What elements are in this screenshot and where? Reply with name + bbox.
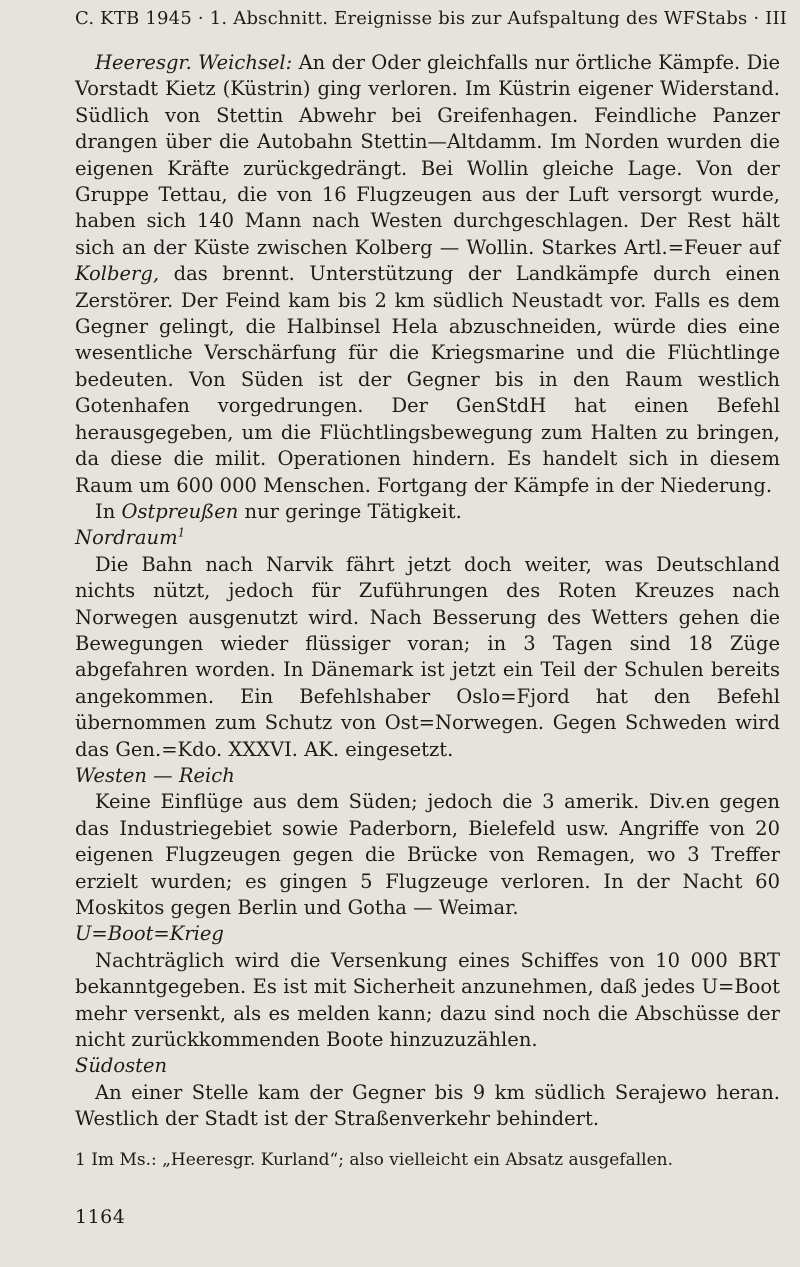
- ostpreussen-post: nur geringe Tätigkeit.: [238, 499, 462, 523]
- body-text: [75, 50, 780, 1133]
- paragraph-nordraum: Die Bahn nach Narvik fährt jetzt doch weiter, was Deutschland nichts nützt, jedoch für Zuführungen des Roten Kreuzes nach Norwegen ausgenutzt wird. Nach Besserung des Wetters gehen die Bewegungen wieder flüssiger voran; in 3 Tagen sind 18 Züge abgefahren worden. In Dänemark ist jetzt ein Teil der Schulen bereits angekommen. Ein Befehlshaber Oslo=Fjord hat den Befehl übernommen zum Schutz von Ost=Norwegen. Gegen Schweden wird das Gen.=Kdo. XXXVI. AK. eingesetzt.: [75, 552, 780, 761]
- footnote-marker: 1: [177, 525, 186, 540]
- weichsel-text-part1: An der Oder gleichfalls nur örtliche Kämpfe. Die Vorstadt Kietz (Küstrin) ging verloren. Im Küstrin eigener Widerstand. Südlich von Stettin Abwehr bei Greifenhagen. Feindliche Panzer drangen über die Autobahn Stettin—Altdamm. Im Norden wurden die eigenen Kräfte zurückgedrängt. Bei Wollin gleiche Lage. Von der Gruppe Tettau, die von 16 Flugzeugen aus der Luft versorgt wurde, haben sich 140 Mann nach Westen durchgeschlagen. Der Rest hält sich an der Küste zwischen Kolberg — Wollin. Starkes Artl.=Feuer auf: [75, 51, 780, 259]
- section-heading-suedosten: Südosten: [75, 1054, 168, 1078]
- footnote: 1 Im Ms.: „Heeresgr. Kurland“; also vielleicht ein Absatz ausgefallen.: [75, 1150, 674, 1170]
- paragraph-suedosten: An einer Stelle kam der Gegner bis 9 km südlich Serajewo heran. Westlich der Stadt ist der Straßenverkehr behindert.: [75, 1080, 780, 1131]
- section-heading-westen: Westen — Reich: [75, 763, 235, 787]
- paragraph-ostpreussen: [75, 499, 780, 525]
- section-heading-uboot: U=Boot=Krieg: [75, 922, 224, 946]
- weichsel-lead: Heeresgr. Weichsel:: [95, 51, 293, 74]
- running-header: C. KTB 1945 · 1. Abschnitt. Ereignisse bis zur Aufspaltung des WFStabs · III: [75, 8, 788, 29]
- page-number: 1164: [75, 1206, 126, 1228]
- nordraum-title: Nordraum: [75, 526, 178, 550]
- ostpreussen-pre: In: [95, 499, 122, 523]
- section-heading-nordraum: [75, 525, 780, 551]
- weichsel-text-part2: das brennt. Unterstützung der Landkämpfe durch einen Zerstörer. Der Feind kam bis 2 km südlich Neustadt vor. Falls es dem Gegner gelingt, die Halbinsel Hela abzuschneiden, würde dies eine wesentliche Verschärfung für die Kriegsmarine und die Flüchtlinge bedeuten. Von Süden ist der Gegner bis in den Raum westlich Gotenhafen vorgedrungen. Der GenStdH hat einen Befehl herausgegeben, um die Flüchtlingsbewegung zum Halten zu bringen, da diese die milit. Operationen hindern. Es handelt sich in diesem Raum um 600 000 Menschen. Fortgang der Kämpfe in der Niederung.: [75, 262, 780, 497]
- kolberg-place: Kolberg,: [75, 262, 160, 286]
- ostpreussen-place: Ostpreußen: [121, 499, 239, 523]
- paragraph-weichsel: [75, 50, 780, 499]
- paragraph-westen: Keine Einflüge aus dem Süden; jedoch die 3 amerik. Div.en gegen das Industriegebiet sowie Paderborn, Bielefeld usw. Angriffe von 20 eigenen Flugzeugen gegen die Brücke von Remagen, wo 3 Treffer erzielt wurden; es gingen 5 Flugzeuge verloren. In der Nacht 60 Moskitos gegen Berlin und Gotha — Weimar.: [75, 790, 780, 919]
- paragraph-uboot: Nachträglich wird die Versenkung eines Schiffes von 10 000 BRT bekanntgegeben. Es ist mit Sicherheit anzunehmen, daß jedes U=Boot mehr versenkt, als es melden kann; dazu sind noch die Abschüsse der nicht zurückkommenden Boote hinzuzuzählen.: [75, 948, 780, 1052]
